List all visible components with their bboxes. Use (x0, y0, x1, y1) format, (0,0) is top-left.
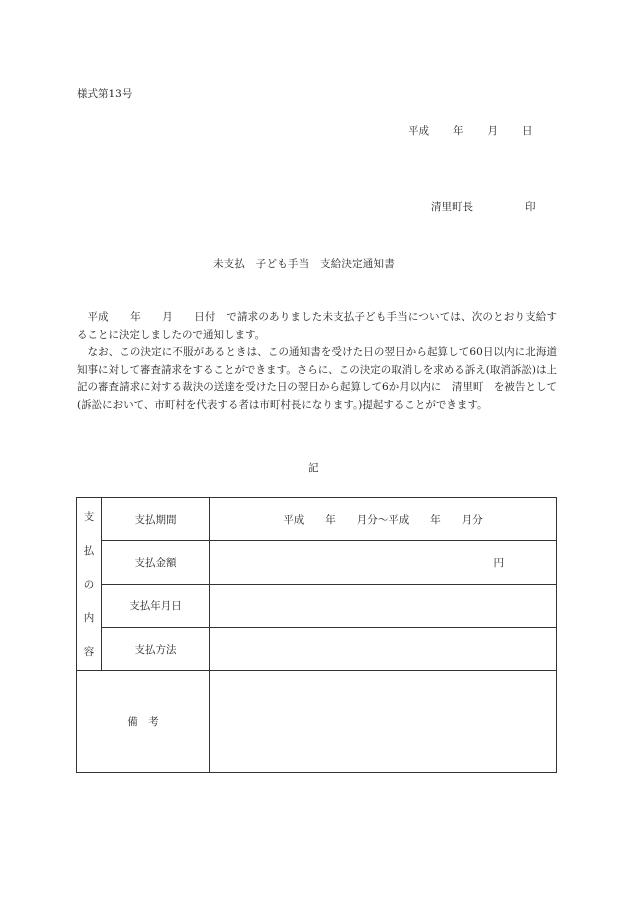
ki-heading: 記 (308, 462, 319, 474)
form-number: 様式第13号 (77, 88, 133, 100)
table-row (77, 584, 557, 627)
document-title: 未支払 子ども手当 支給決定通知書 (213, 258, 395, 270)
row-label-period: 支払期間 (102, 498, 210, 541)
issuer-line (431, 199, 536, 214)
row-value-period: 平成 年 月分～平成 年 月分 (210, 498, 557, 541)
table-row (77, 627, 557, 670)
remarks-label: 備 考 (77, 671, 210, 773)
date-month: 月 (487, 125, 498, 137)
issuer-name: 清里町長 (431, 201, 473, 213)
payment-content-side-label: 支 払 の 内 容 (77, 498, 102, 671)
row-label-date: 支払年月日 (102, 584, 210, 627)
payment-details-table (76, 497, 557, 773)
date-era: 平成 (408, 125, 429, 137)
body-paragraph-1: 平成 年 月 日付 で請求のありました未支払子ども手当については、次のとおり支給することに決定しましたので通知します。 (77, 311, 557, 341)
row-label-method: 支払方法 (102, 627, 210, 670)
body-paragraph-2: なお、この決定に不服があるときは、この通知書を受けた日の翌日から起算して60日以内に北海道知事に対して審査請求をすることができます。さらに、この決定の取消しを求める訴え(取消訴訟)は上記の審査請求に対する裁決の送達を受けた日の翌日から起算して6か月以内に 清里町 を被告として(訴訟において、市町村を代表する者は市町村長になります。)提起することができます。 (77, 346, 557, 411)
table-row (77, 541, 557, 584)
date-day: 日 (522, 125, 533, 137)
notice-body (77, 309, 557, 414)
row-value-date (210, 584, 557, 627)
table-row (77, 498, 557, 541)
seal-mark: 印 (525, 201, 536, 213)
date-year: 年 (453, 125, 464, 137)
date-line (408, 123, 533, 138)
row-value-method (210, 627, 557, 670)
row-value-amount: 円 (210, 541, 557, 584)
row-label-amount: 支払金額 (102, 541, 210, 584)
table-row (77, 671, 557, 773)
remarks-value (210, 671, 557, 773)
